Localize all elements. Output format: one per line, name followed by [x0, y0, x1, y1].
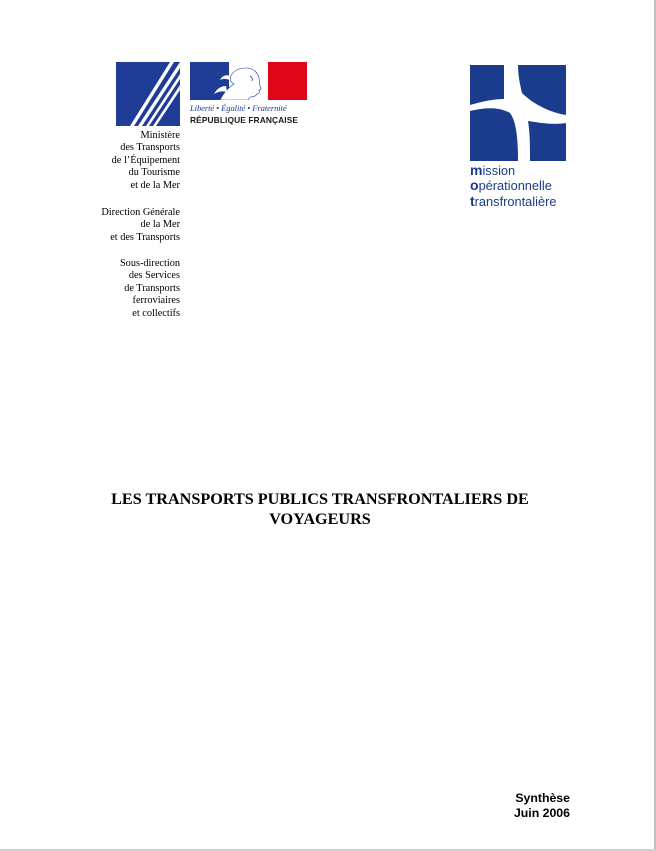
title-line: VOYAGEURS [269, 509, 371, 528]
ministry-name [60, 130, 180, 192]
mot-line: opérationnelle [470, 177, 552, 194]
ministry-line: Ministère [140, 130, 180, 141]
tricolor-flag [190, 62, 307, 100]
marianne-profile-icon [190, 62, 307, 100]
direction-line: et des Transports [110, 231, 180, 243]
title-line: LES TRANSPORTS PUBLICS TRANSFRONTALIERS DE [111, 490, 529, 508]
subdirection-line: ferroviaires [132, 295, 180, 307]
mot-line: mission [470, 162, 516, 178]
document-type: Synthèse [515, 791, 570, 805]
subdirection-line: Sous-direction [119, 258, 180, 269]
document-date: Juin 2006 [513, 805, 570, 820]
subdirection-line: et collectifs [132, 307, 180, 319]
mot-logo [470, 65, 566, 161]
republic-name: RÉPUBLIQUE FRANÇAISE [190, 115, 299, 125]
direction-name [60, 207, 180, 244]
ministry-line: des Transports [120, 142, 180, 154]
document-footer [514, 791, 570, 820]
direction-line: de la Mer [140, 219, 180, 231]
ministry-logo [116, 62, 180, 126]
ministry-line: de l’Équipement [111, 154, 180, 166]
subdirection-line: des Services [128, 270, 180, 282]
subdirection-name [60, 258, 180, 320]
direction-line: Direction Générale [101, 207, 180, 218]
subdirection-line: de Transports [124, 282, 180, 294]
mot-name [470, 163, 556, 209]
document-title [40, 490, 600, 529]
ministry-line: et de la Mer [130, 179, 180, 191]
republic-motto: Liberté • Égalité • Fraternité [190, 103, 287, 113]
ministry-line: du Tourisme [128, 167, 180, 179]
marianne-logo [190, 62, 308, 130]
mot-line: transfrontalière [470, 192, 557, 209]
